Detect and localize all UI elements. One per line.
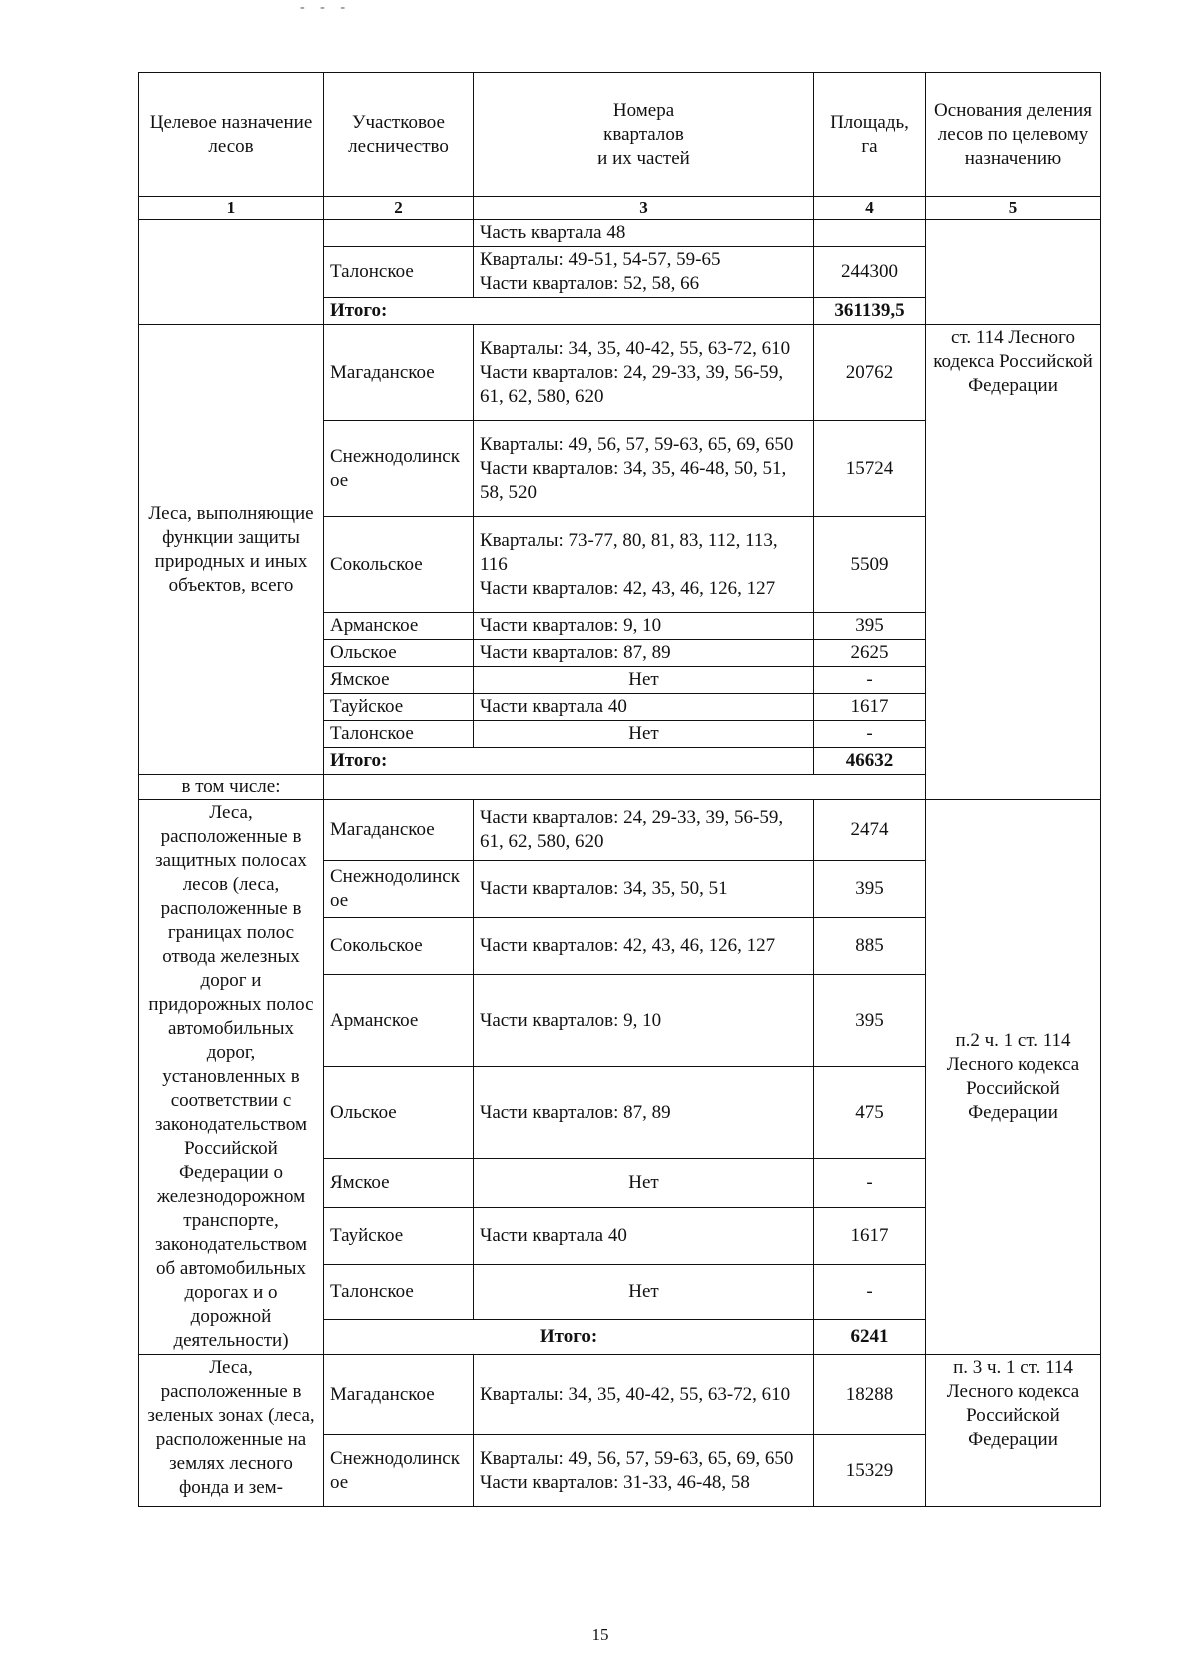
area-cell: 15329 [814,1435,926,1507]
area-cell: - [814,1159,926,1208]
column-number: 2 [324,197,474,220]
table-row [139,220,1101,247]
quarters-cell: Часть квартала 48 [474,220,814,247]
quarters-cell: Части кварталов: 42, 43, 46, 126, 127 [474,918,814,975]
area-cell: 244300 [814,247,926,298]
quarters-cell: Части квартала 40 [474,694,814,721]
district-cell: Тауйское [324,1208,474,1265]
district-cell: Тауйское [324,694,474,721]
district-cell: Снежнодолинское [324,861,474,918]
area-cell-empty [814,220,926,247]
district-cell: Сокольское [324,918,474,975]
district-cell: Магаданское [324,1355,474,1435]
district-cell: Снежнодолинское [324,421,474,517]
quarters-cell: Кварталы: 34, 35, 40-42, 55, 63-72, 610 Части кварталов: 24, 29-33, 39, 56-59, 61, 62, 580, 620 [474,325,814,421]
scan-artifact: - - - [300,0,351,15]
district-cell: Талонское [324,1265,474,1320]
quarters-cell: Части кварталов: 87, 89 [474,640,814,667]
area-cell: - [814,667,926,694]
district-cell: Магаданское [324,325,474,421]
area-cell: - [814,721,926,748]
district-cell: Ольское [324,640,474,667]
column-number: 5 [926,197,1101,220]
district-cell: Ольское [324,1067,474,1159]
area-cell: 18288 [814,1355,926,1435]
area-cell: 885 [814,918,926,975]
quarters-cell: Части кварталов: 87, 89 [474,1067,814,1159]
page-number: 15 [591,1625,609,1644]
district-cell: Ямское [324,667,474,694]
total-label: Итого: [324,298,814,325]
category-cell-continued [139,220,324,325]
total-area: 361139,5 [814,298,926,325]
area-cell: 5509 [814,517,926,613]
quarters-cell: Части квартала 40 [474,1208,814,1265]
district-cell: Ямское [324,1159,474,1208]
subnote-cell: в том числе: [139,775,324,800]
quarters-cell: Нет [474,667,814,694]
total-area: 46632 [814,748,926,775]
area-cell: 1617 [814,694,926,721]
area-cell: 395 [814,613,926,640]
basis-cell: п.2 ч. 1 ст. 114 Лесного кодекса Российской Федерации [926,800,1101,1355]
category-cell: Леса, расположенные в защитных полосах лесов (леса, расположенные в границах полос отвода железных дорог и придорожных полос автомобильных дорог, установленных в соответствии с законодательством Российской Федерации о железнодорожном транспорте, законодательством об автомобильных дорогах и о дорожной деятельности) [139,800,324,1355]
header-basis: Основания деления лесов по целевому назначению [926,73,1101,197]
table-header-row [139,73,1101,197]
area-cell: 2625 [814,640,926,667]
area-cell: 395 [814,975,926,1067]
district-cell: Сокольское [324,517,474,613]
quarters-cell: Кварталы: 34, 35, 40-42, 55, 63-72, 610 [474,1355,814,1435]
table-row [139,325,1101,421]
quarters-cell: Нет [474,721,814,748]
total-area: 6241 [814,1320,926,1355]
quarters-cell: Кварталы: 49, 56, 57, 59-63, 65, 69, 650 Части кварталов: 34, 35, 46-48, 50, 51, 58, 520 [474,421,814,517]
column-numbers-row [139,197,1101,220]
column-number: 1 [139,197,324,220]
area-cell: 20762 [814,325,926,421]
area-cell: 15724 [814,421,926,517]
quarters-cell: Нет [474,1159,814,1208]
district-cell: Снежнодолинское [324,1435,474,1507]
area-cell: 475 [814,1067,926,1159]
total-label: Итого: [324,748,814,775]
district-cell: Талонское [324,721,474,748]
quarters-cell: Части кварталов: 24, 29-33, 39, 56-59, 61, 62, 580, 620 [474,800,814,861]
basis-cell: п. 3 ч. 1 ст. 114 Лесного кодекса Российской Федерации [926,1355,1101,1507]
header-quarters: Номера кварталов и их частей [474,73,814,197]
category-text: Леса, выполняющие функции защиты природных и иных объектов, всего [148,502,314,596]
district-cell: Арманское [324,975,474,1067]
table-row [139,1355,1101,1435]
category-cell [139,325,324,775]
column-number: 3 [474,197,814,220]
column-number: 4 [814,197,926,220]
table-row [139,800,1101,861]
district-cell-empty [324,220,474,247]
district-cell: Магаданское [324,800,474,861]
quarters-cell: Части кварталов: 9, 10 [474,613,814,640]
forest-purpose-table [138,72,1101,1507]
quarters-cell: Кварталы: 49, 56, 57, 59-63, 65, 69, 650 Части кварталов: 31-33, 46-48, 58 [474,1435,814,1507]
quarters-cell: Части кварталов: 9, 10 [474,975,814,1067]
header-purpose: Целевое назначение лесов [139,73,324,197]
quarters-cell: Кварталы: 73-77, 80, 81, 83, 112, 113, 116 Части кварталов: 42, 43, 46, 126, 127 [474,517,814,613]
quarters-cell: Кварталы: 49-51, 54-57, 59-65 Части кварталов: 52, 58, 66 [474,247,814,298]
area-cell: 2474 [814,800,926,861]
quarters-cell: Части кварталов: 34, 35, 50, 51 [474,861,814,918]
category-cell: Леса, расположенные в зеленых зонах (леса, расположенные на землях лесного фонда и зем- [139,1355,324,1507]
header-area: Площадь, га [814,73,926,197]
basis-cell: ст. 114 Лесного кодекса Российской Федерации [926,325,1101,800]
total-label: Итого: [324,1320,814,1355]
district-cell: Арманское [324,613,474,640]
area-cell: - [814,1265,926,1320]
header-district: Участковое лесничество [324,73,474,197]
quarters-cell: Нет [474,1265,814,1320]
area-cell: 395 [814,861,926,918]
area-cell: 1617 [814,1208,926,1265]
basis-cell-continued [926,220,1101,325]
district-cell: Талонское [324,247,474,298]
